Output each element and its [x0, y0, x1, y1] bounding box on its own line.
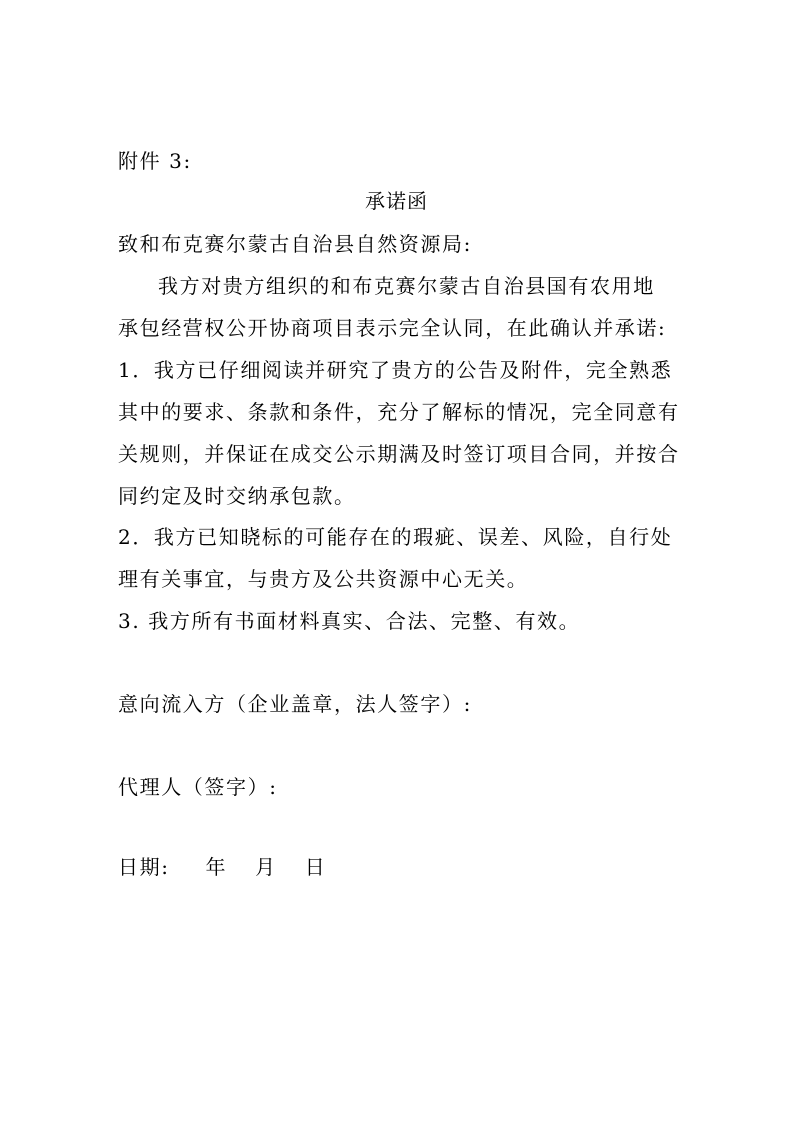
document-title: 承诺函	[365, 189, 428, 213]
party-signature-line: 意向流入方（企业盖章，法人签字）:	[118, 692, 472, 716]
clause-line: 3. 我方所有书面材料真实、合法、完整、有效。	[118, 609, 581, 633]
clause-line: 1．我方已仔细阅读并研究了贵方的公告及附件，完全熟悉	[118, 358, 673, 382]
clause-line: 2．我方已知晓标的可能存在的瑕疵、误差、风险，自行处	[118, 525, 673, 549]
clause-line: 同约定及时交纳承包款。	[118, 484, 356, 508]
date-month: 月	[255, 855, 277, 879]
clause-line: 其中的要求、条款和条件，充分了解标的情况，完全同意有	[118, 400, 680, 424]
date-line	[118, 852, 326, 882]
addressee-line: 致和布克赛尔蒙古自治县自然资源局:	[118, 232, 472, 256]
clause-line: 关规则，并保证在成交公示期满及时签订项目合同，并按合	[118, 442, 680, 466]
clause-line: 理有关事宜，与贵方及公共资源中心无关。	[118, 567, 529, 591]
date-year: 年	[205, 855, 228, 879]
date-day: 日	[304, 855, 327, 879]
date-label: 日期:	[118, 855, 170, 879]
intro-line: 我方对贵方组织的和布克赛尔蒙古自治县国有农用地	[158, 274, 655, 298]
agent-signature-line: 代理人（签字）:	[118, 775, 278, 799]
intro-line: 承包经营权公开协商项目表示完全认同，在此确认并承诺:	[118, 316, 667, 340]
attachment-label: 附件 3:	[118, 149, 192, 173]
